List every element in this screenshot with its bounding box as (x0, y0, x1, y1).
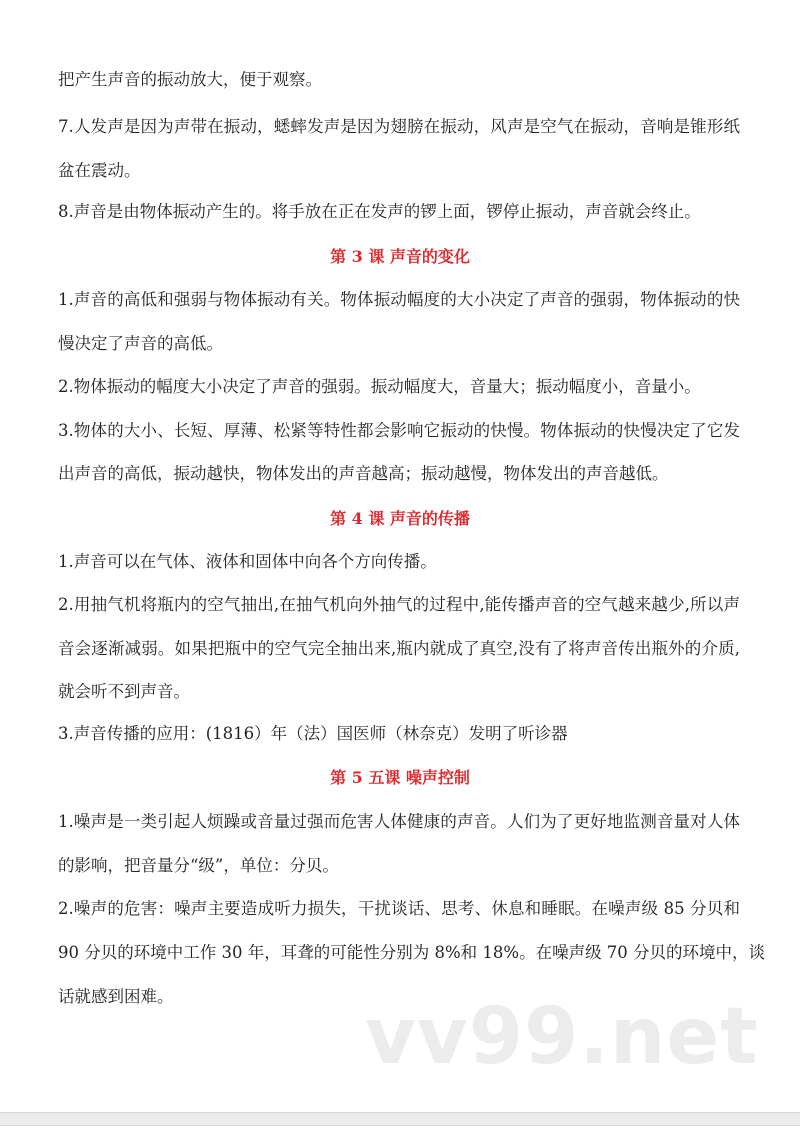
text-line: 1.声音可以在气体、液体和固体中向各个方向传播。 (58, 552, 437, 571)
text-line: 1.声音的高低和强弱与物体振动有关。物体振动幅度的大小决定了声音的强弱，物体振动的快 (58, 290, 740, 309)
text-line: 慢决定了声音的高低。 (58, 334, 223, 353)
text-line: 把产生声音的振动放大，便于观察。 (58, 70, 322, 89)
watermark: vv99.net (365, 992, 759, 1082)
text-line: 7.人发声是因为声带在振动，蟋蟀发声是因为翅膀在振动，风声是空气在振动，音响是锥形纸 (58, 117, 740, 136)
text-line: 3.物体的大小、长短、厚薄、松紧等特性都会影响它振动的快慢。物体振动的快慢决定了它发 (58, 421, 740, 440)
section-heading: 第 3 课 声音的变化 (330, 247, 470, 266)
text-line: 音会逐渐减弱。如果把瓶中的空气完全抽出来,瓶内就成了真空,没有了将声音传出瓶外的介质, (58, 639, 740, 658)
section-heading: 第 5 五课 噪声控制 (330, 768, 470, 787)
text-line: 的影响，把音量分“级”，单位：分贝。 (58, 856, 339, 875)
text-line: 2.物体振动的幅度大小决定了声音的强弱。振动幅度大，音量大；振动幅度小，音量小。 (58, 377, 701, 396)
text-line: 2.噪声的危害：噪声主要造成听力损失，干扰谈话、思考、休息和睡眠。在噪声级 85 分贝和 (58, 899, 740, 918)
text-line: 90 分贝的环境中工作 30 年，耳聋的可能性分别为 8%和 18%。在噪声级 70 分贝的环境中，谈 (58, 943, 766, 962)
text-line: 8.声音是由物体振动产生的。将手放在正在发声的锣上面，锣停止振动，声音就会终止。 (58, 202, 701, 221)
page-bottom-bar (0, 1112, 800, 1126)
text-line: 话就感到困难。 (58, 987, 174, 1006)
text-line: 出声音的高低，振动越快，物体发出的声音越高；振动越慢，物体发出的声音越低。 (58, 464, 669, 483)
text-line: 3.声音传播的应用：(1816）年（法）国医师（林奈克）发明了听诊器 (58, 724, 568, 743)
text-line: 2.用抽气机将瓶内的空气抽出,在抽气机向外抽气的过程中,能传播声音的空气越来越少,所以声 (58, 595, 740, 614)
text-line: 1.噪声是一类引起人烦躁或音量过强而危害人体健康的声音。人们为了更好地监测音量对人体 (58, 812, 740, 831)
text-line: 盆在震动。 (58, 161, 141, 180)
text-line: 就会听不到声音。 (58, 682, 190, 701)
section-heading: 第 4 课 声音的传播 (330, 509, 470, 528)
